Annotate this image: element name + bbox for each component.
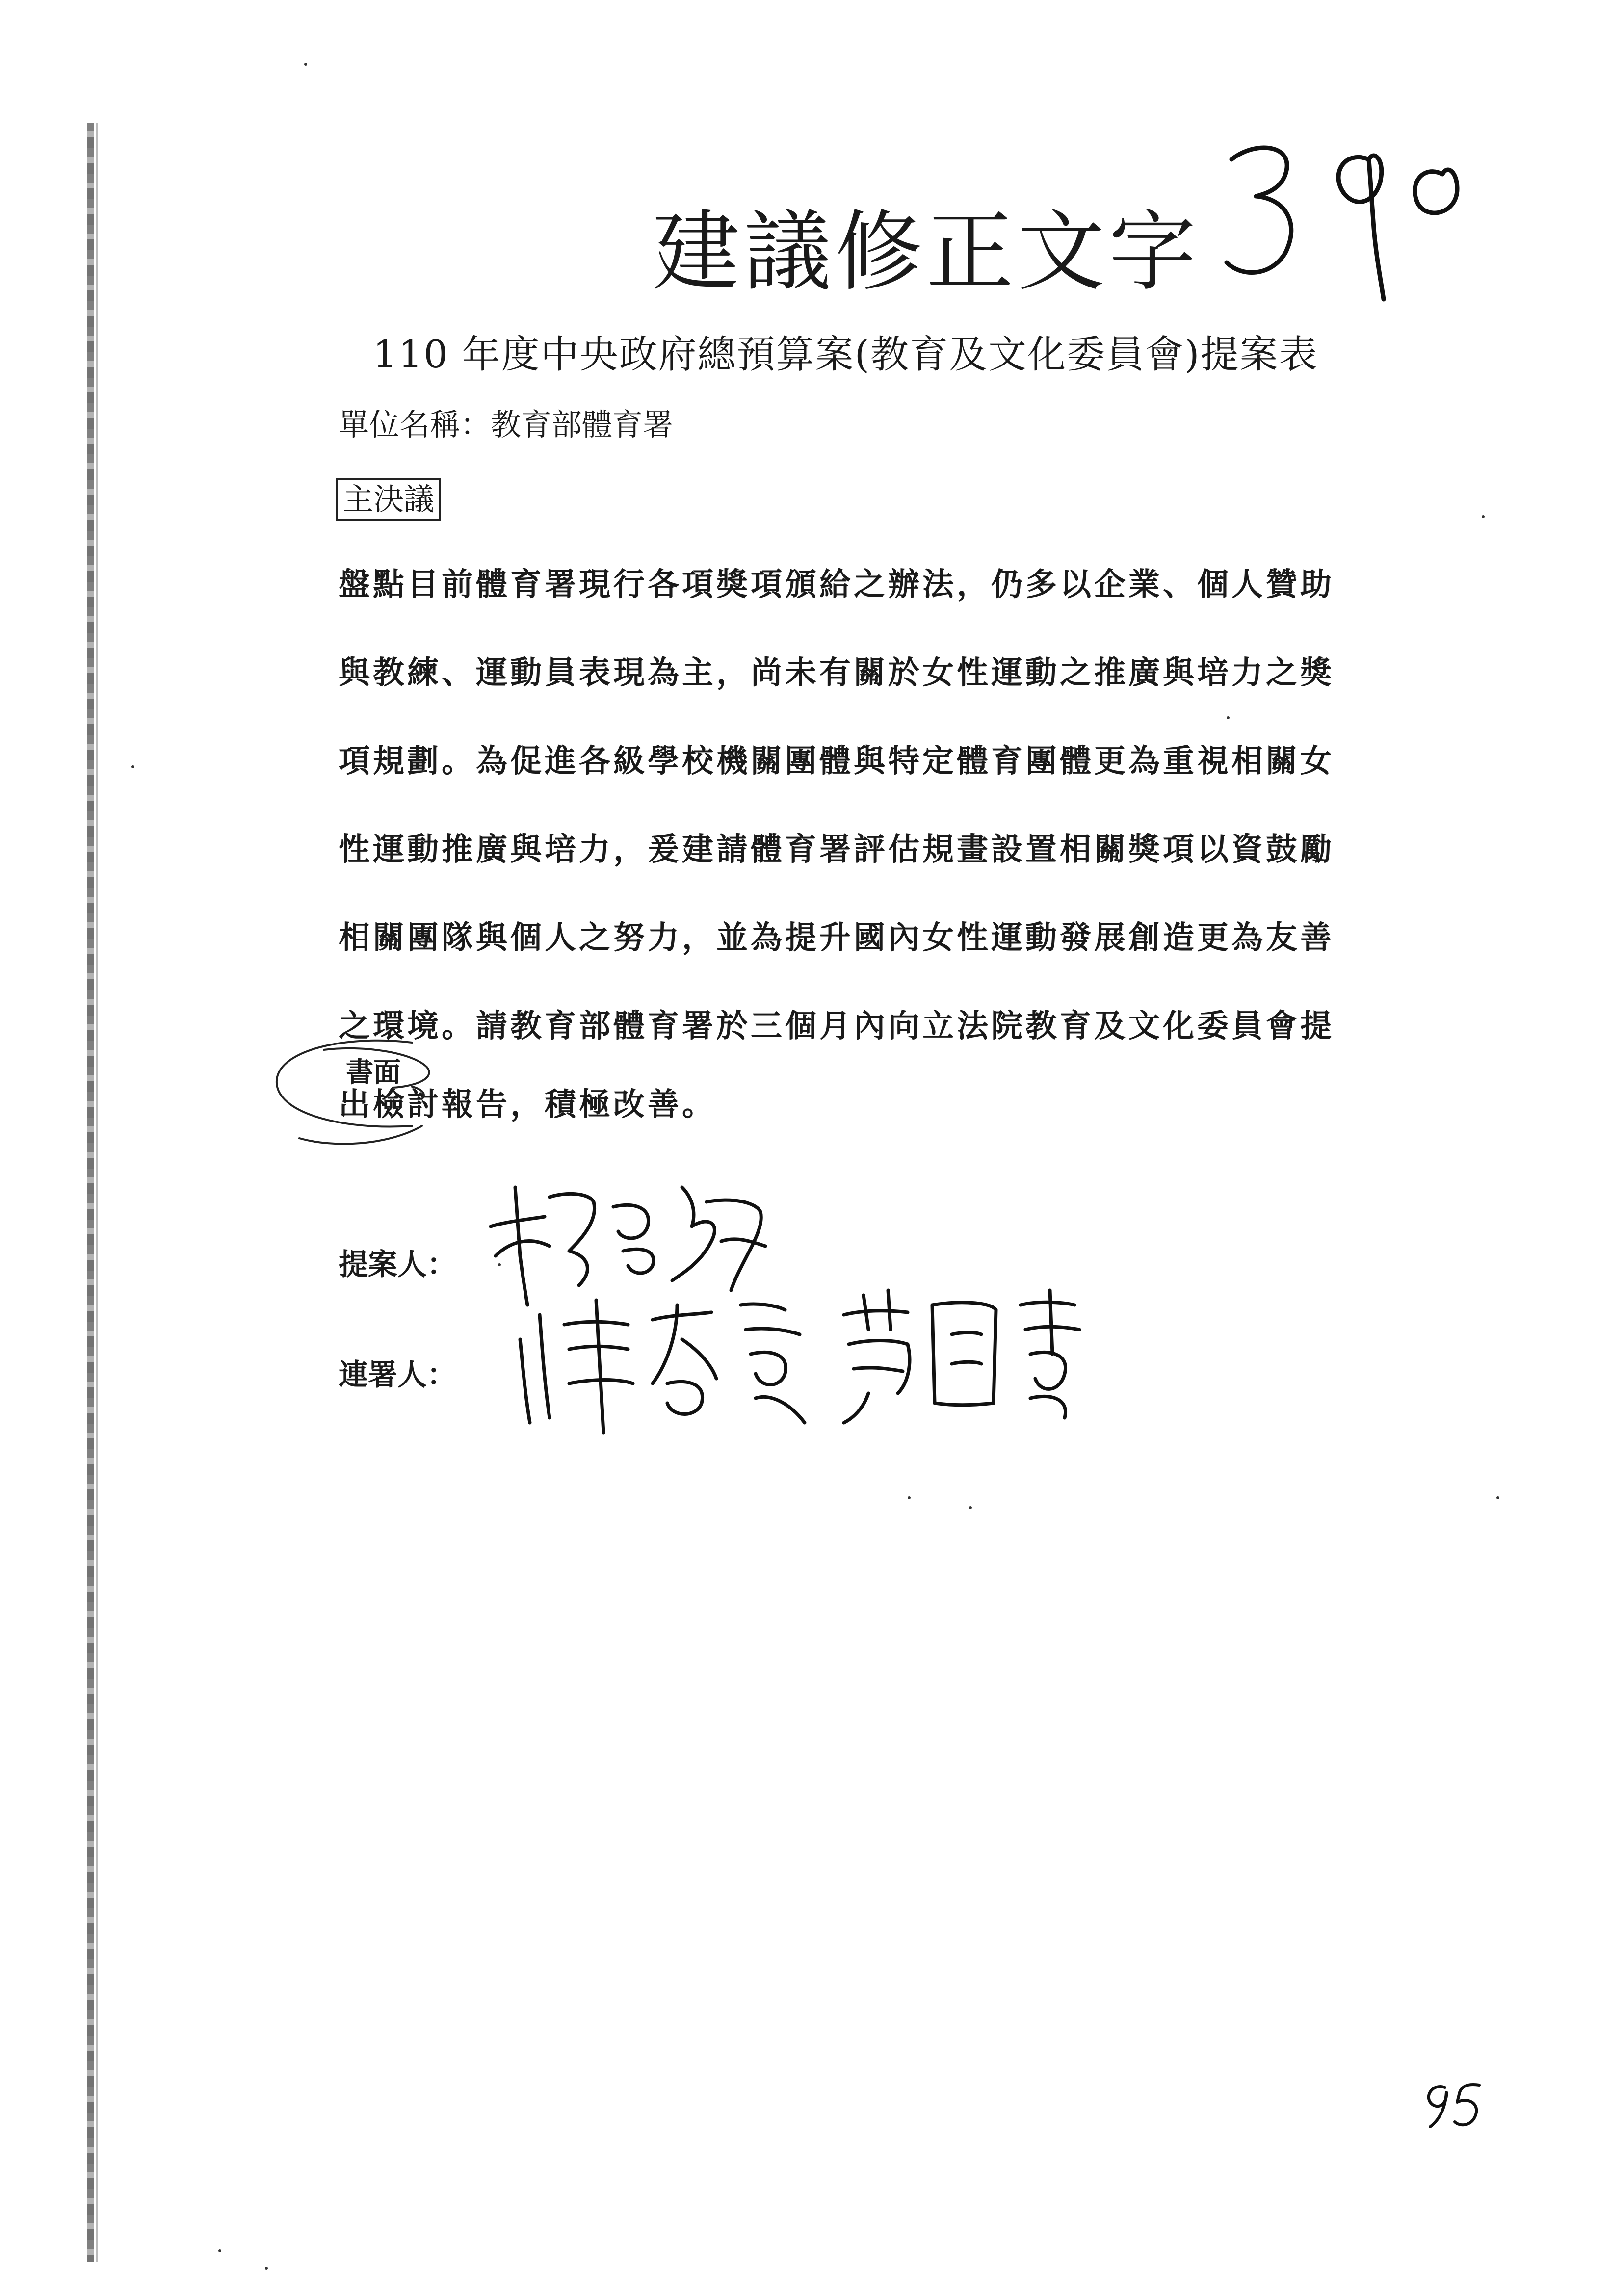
scan-speck	[908, 1496, 911, 1499]
handwritten-number-390	[1212, 130, 1477, 307]
handwritten-oval	[265, 1033, 530, 1155]
paragraph-line: 與教練、運動員表現為主，尚未有關於女性運動之推廣與培力之獎	[339, 654, 1335, 691]
proposer-label: 提案人：	[339, 1248, 456, 1282]
paragraph-line: 盤點目前體育署現行各項獎項頒給之辦法，仍多以企業、個人贊助	[339, 566, 1335, 603]
paragraph-line: 出檢討報告，積極改善。	[339, 1086, 716, 1123]
paragraph-line: 項規劃。為促進各級學校機關團體與特定體育團體更為重視相關女	[339, 743, 1335, 780]
unit-label: 單位名稱：	[339, 407, 491, 443]
scan-binding-edge	[87, 123, 94, 2262]
document-heading: 建議修正文字	[653, 201, 1200, 303]
scan-speck	[131, 765, 134, 768]
scan-speck	[969, 1506, 972, 1509]
unit-value: 教育部體育署	[491, 407, 674, 443]
scan-speck	[1496, 1496, 1499, 1499]
scan-speck	[304, 63, 307, 66]
scan-binding-line	[96, 123, 98, 2262]
handwritten-page-number	[1418, 2078, 1487, 2132]
scan-speck	[1227, 716, 1230, 719]
scan-speck	[218, 2249, 221, 2252]
cosigner-label: 連署人：	[339, 1358, 456, 1392]
form-title: 110 年度中央政府總預算案(教育及文化委員會)提案表	[373, 333, 1318, 377]
section-label-box: 主決議	[336, 478, 441, 521]
paragraph-line: 性運動推廣與培力，爰建請體育署評估規畫設置相關獎項以資鼓勵	[339, 831, 1335, 868]
cosigner-signature-1	[510, 1285, 824, 1442]
paragraph-line: 相關團隊與個人之努力，並為提升國內女性運動發展創造更為友善	[339, 919, 1335, 956]
paragraph-line: 之環境。請教育部體育署於三個月內向立法院教育及文化委員會提	[339, 1008, 1335, 1044]
scan-speck	[1482, 515, 1485, 518]
cosigner-signature-2	[834, 1276, 1089, 1433]
unit-line	[339, 400, 673, 444]
handwritten-insert: 書面	[346, 1056, 401, 1089]
scan-speck	[265, 2267, 268, 2270]
